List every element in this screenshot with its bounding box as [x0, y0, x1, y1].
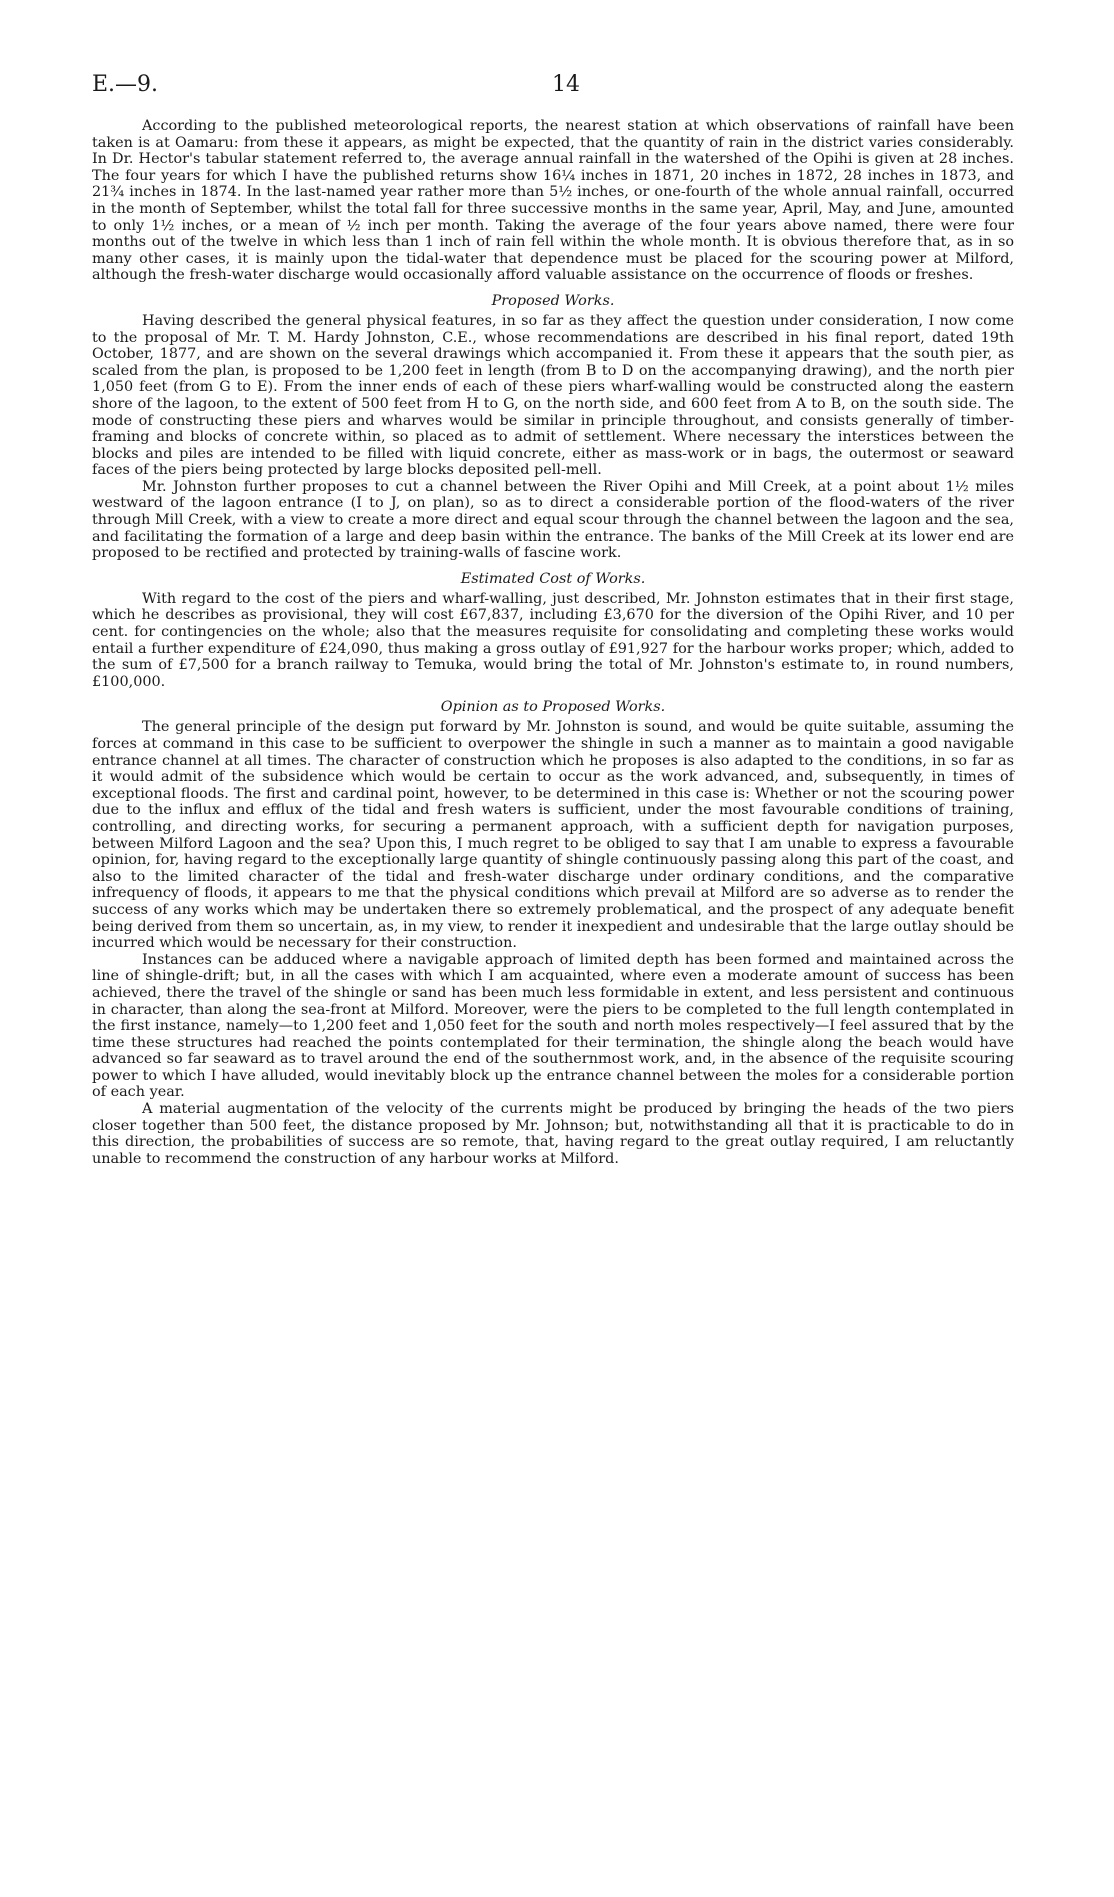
paragraph-estimated-cost: With regard to the cost of the piers and wharf-walling, just described, Mr. Johnston estimates that in their first stage, which he describes as provisional, they will cost £67,837, including £3,670 for the diversion of the Opihi River, and 10 per cent. for contingencies on the whole; also that the measures requisite for consolidating and completing these works would entail a further expenditure of £24,090, thus making a gross outlay of £91,927 for the harbour works proper; which, added to the sum of £7,500 for a branch railway to Temuka, would bring the total of Mr. Johnston's estimate to, in round numbers, £100,000. [92, 590, 1014, 690]
section-heading-opinion: Opinion as to Proposed Works. [440, 699, 666, 716]
paragraph-opinion-conclusion: A material augmentation of the velocity of the currents might be produced by bringing the heads of the two piers closer together than 500 feet, the distance proposed by Mr. Johnson; but, notwithstanding all that it is practicable to do in this direction, the probabilities of success are so remote, that, having regard to the great outlay required, I am reluctantly unable to recommend the construction of any harbour works at Milford. [92, 1101, 1014, 1167]
document-id: E.—9. [92, 72, 159, 97]
paragraph-proposed-piers: Having described the general physical features, in so far as they affect the question under consideration, I now come to the proposal of Mr. T. M. Hardy Johnston, C.E., whose recommendations are described in his final report, dated 19th October, 1877, and are shown on the several drawings which accompanied it. From these it appears that the south pier, as scaled from the plan, is proposed to be 1,200 feet in length (from B to D on the accompanying drawing), and the north pier 1,050 feet (from G to E). From the inner ends of each of these piers wharf-walling would be constructed along the eastern shore of the lagoon, to the extent of 500 feet from H to G, on the north side, and 600 feet from A to B, on the south side. The mode of constructing these piers and wharves would be similar in principle throughout, and consists generally of timber-framing and blocks of concrete within, so placed as to admit of settlement. Where necessary the interstices between the blocks and piles are intended to be filled with liquid concrete, either as mass-work or in bags, the outermost or seaward faces of the piers being protected by large blocks deposited pell-mell. [92, 312, 1014, 479]
document-body [92, 118, 1014, 1167]
section-heading-proposed-works: Proposed Works. [491, 292, 615, 309]
paragraph-opinion-principle: The general principle of the design put forward by Mr. Johnston is sound, and would be quite suitable, assuming the forces at command in this case to be sufficient to overpower the shingle in such a manner as to maintain a good navigable entrance channel at all times. The character of construction which he proposes is also adapted to the conditions, in so far as it would admit of the subsidence which would be certain to occur as the work advanced, and, subsequently, in times of exceptional floods. The first and cardinal point, however, to be determined in this case is: Whether or not the scouring power due to the influx and efflux of the tidal and fresh waters is sufficient, under the most favourable conditions of training, controlling, and directing works, for securing a permanent approach, with a sufficient depth for navigation purposes, between Milford Lagoon and the sea? Upon this, I much regret to be obliged to say that I am unable to express a favourable opinion, for, having regard to the exceptionally large quantity of shingle continuously passing along this part of the coast, and also to the limited character of the tidal and fresh-water discharge under ordinary conditions, and the comparative infrequency of floods, it appears to me that the physical conditions which prevail at Milford are so adverse as to render the success of any works which may be undertaken there so extremely problematical, and the prospect of any adequate benefit being derived from them so uncertain, as, in my view, to render it inexpedient and undesirable that the large outlay should be incurred which would be necessary for their construction. [92, 719, 1014, 952]
section-heading-estimated-cost: Estimated Cost of Works. [460, 570, 646, 587]
paragraph-proposed-channel: Mr. Johnston further proposes to cut a channel between the River Opihi and Mill Creek, at a point about 1½ miles westward of the lagoon entrance (I to J, on plan), so as to direct a considerable portion of the flood-waters of the river through Mill Creek, with a view to create a more direct and equal scour through the channel between the lagoon and the sea, and facilitating the formation of a large and deep basin within the entrance. The banks of the Mill Creek at its lower end are proposed to be rectified and protected by training-walls of fascine work. [92, 478, 1014, 562]
page-header [92, 72, 1022, 102]
paragraph-rainfall: According to the published meteorological reports, the nearest station at which observations of rainfall have been taken is at Oamaru: from these it appears, as might be expected, that the quantity of rain in the district varies considerably. In Dr. Hector's tabular statement referred to, the average annual rainfall in the watershed of the Opihi is given at 28 inches. The four years for which I have the published returns show 16¼ inches in 1871, 20 inches in 1872, 28 inches in 1873, and 21¾ inches in 1874. In the last-named year rather more than 5½ inches, or one-fourth of the whole annual rainfall, occurred in the month of September, whilst the total fall for three successive months in the same year, April, May, and June, amounted to only 1½ inches, or a mean of ½ inch per month. Taking the average of the four years above named, there were four months out of the twelve in which less than 1 inch of rain fell within the whole month. It is obvious therefore that, as in so many other cases, it is mainly upon the tidal-water that dependence must be placed for the scouring power at Milford, although the fresh-water discharge would occasionally afford valuable assistance on the occurrence of floods or freshes. [92, 118, 1014, 284]
page-number: 14 [552, 72, 580, 97]
paragraph-opinion-instances: Instances can be adduced where a navigable approach of limited depth has been formed and maintained across the line of shingle-drift; but, in all the cases with which I am acquainted, where even a moderate amount of success has been achieved, there the travel of the shingle or sand has been much less formidable in extent, and less persistent and continuous in character, than along the sea-front at Milford. Moreover, were the piers to be completed to the full length contemplated in the first instance, namely—to 1,200 feet and 1,050 feet for the south and north moles respectively—I feel assured that by the time these structures had reached the points contemplated for their termination, the shingle along the beach would have advanced so far seaward as to travel around the end of the southernmost work, and, in the absence of the requisite scouring power to which I have alluded, would inevitably block up the entrance channel between the moles for a considerable portion of each year. [92, 951, 1014, 1101]
